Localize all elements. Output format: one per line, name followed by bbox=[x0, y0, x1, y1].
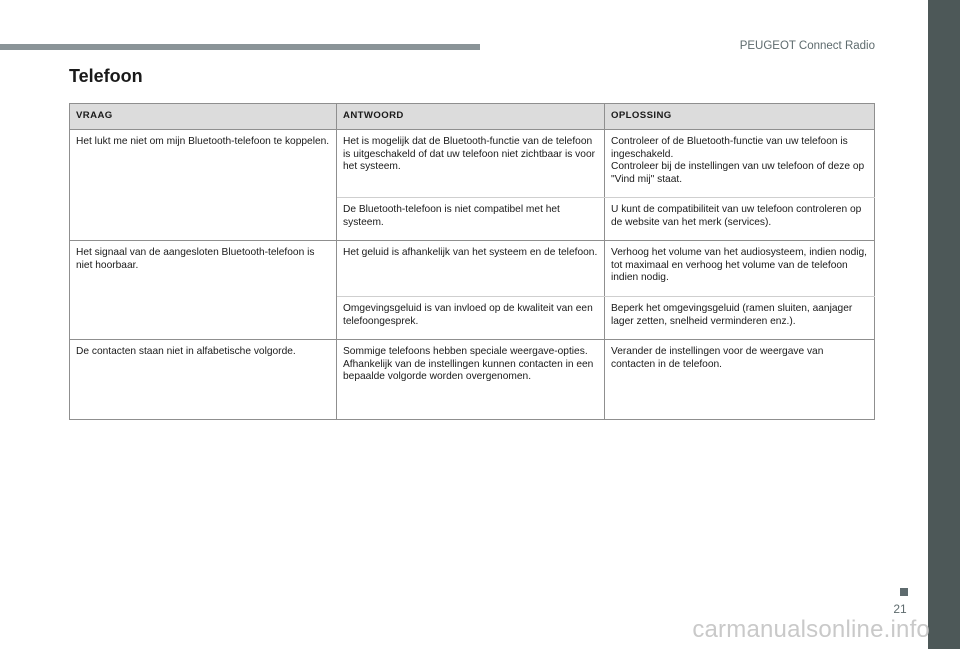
question-cell: Het lukt me niet om mijn Bluetooth-telefoon te koppelen. bbox=[70, 130, 337, 241]
solution-cell bbox=[605, 241, 875, 297]
answer-cell: Sommige telefoons hebben speciale weergave-opties. Afhankelijk van de instellingen kunnen contacten in een bepaalde volgorde worden overgenomen. bbox=[337, 340, 605, 420]
solution-line: Verhoog het volume van het audiosysteem, indien nodig, tot maximaal en verhoog het volume van de telefoon indien nodig. bbox=[611, 247, 867, 283]
column-header-question: VRAAG bbox=[70, 104, 337, 130]
header-brand-text: PEUGEOT Connect Radio bbox=[739, 40, 875, 52]
page-title: Telefoon bbox=[69, 66, 143, 86]
faq-table bbox=[69, 103, 875, 420]
footer-watermark: carmanualsonline.info bbox=[692, 616, 930, 643]
page-marker-square bbox=[900, 588, 908, 596]
column-header-answer: ANTWOORD bbox=[337, 104, 605, 130]
page-side-bar bbox=[928, 0, 960, 649]
solution-line: Controleer bij de instellingen van uw telefoon of deze op "Vind mij" staat. bbox=[611, 161, 865, 185]
solution-line: Verander de instellingen voor de weergave van contacten in de telefoon. bbox=[611, 346, 824, 370]
header-rule bbox=[0, 44, 480, 50]
solution-line: Controleer of de Bluetooth-functie van uw telefoon is ingeschakeld. bbox=[611, 136, 848, 160]
answer-cell: Omgevingsgeluid is van invloed op de kwaliteit van een telefoongesprek. bbox=[337, 297, 605, 340]
table-row bbox=[70, 130, 875, 198]
table-row bbox=[70, 340, 875, 420]
question-cell: De contacten staan niet in alfabetische volgorde. bbox=[70, 340, 337, 420]
solution-line: Beperk het omgevingsgeluid (ramen sluiten, aanjager lager zetten, snelheid verminderen enz.). bbox=[611, 303, 853, 327]
question-cell: Het signaal van de aangesloten Bluetooth-telefoon is niet hoorbaar. bbox=[70, 241, 337, 340]
table-row bbox=[70, 241, 875, 297]
solution-line: U kunt de compatibiliteit van uw telefoon controleren op de website van het merk (services). bbox=[611, 204, 862, 228]
solution-cell bbox=[605, 340, 875, 420]
column-header-solution: OPLOSSING bbox=[605, 104, 875, 130]
solution-cell bbox=[605, 198, 875, 241]
solution-cell bbox=[605, 297, 875, 340]
table-header-row bbox=[70, 104, 875, 130]
solution-cell bbox=[605, 130, 875, 198]
page-number: 21 bbox=[893, 602, 907, 616]
answer-cell: De Bluetooth-telefoon is niet compatibel met het systeem. bbox=[337, 198, 605, 241]
answer-cell: Het geluid is afhankelijk van het systeem en de telefoon. bbox=[337, 241, 605, 297]
answer-cell: Het is mogelijk dat de Bluetooth-functie van de telefoon is uitgeschakeld of dat uw telefoon niet zichtbaar is voor het systeem. bbox=[337, 130, 605, 198]
